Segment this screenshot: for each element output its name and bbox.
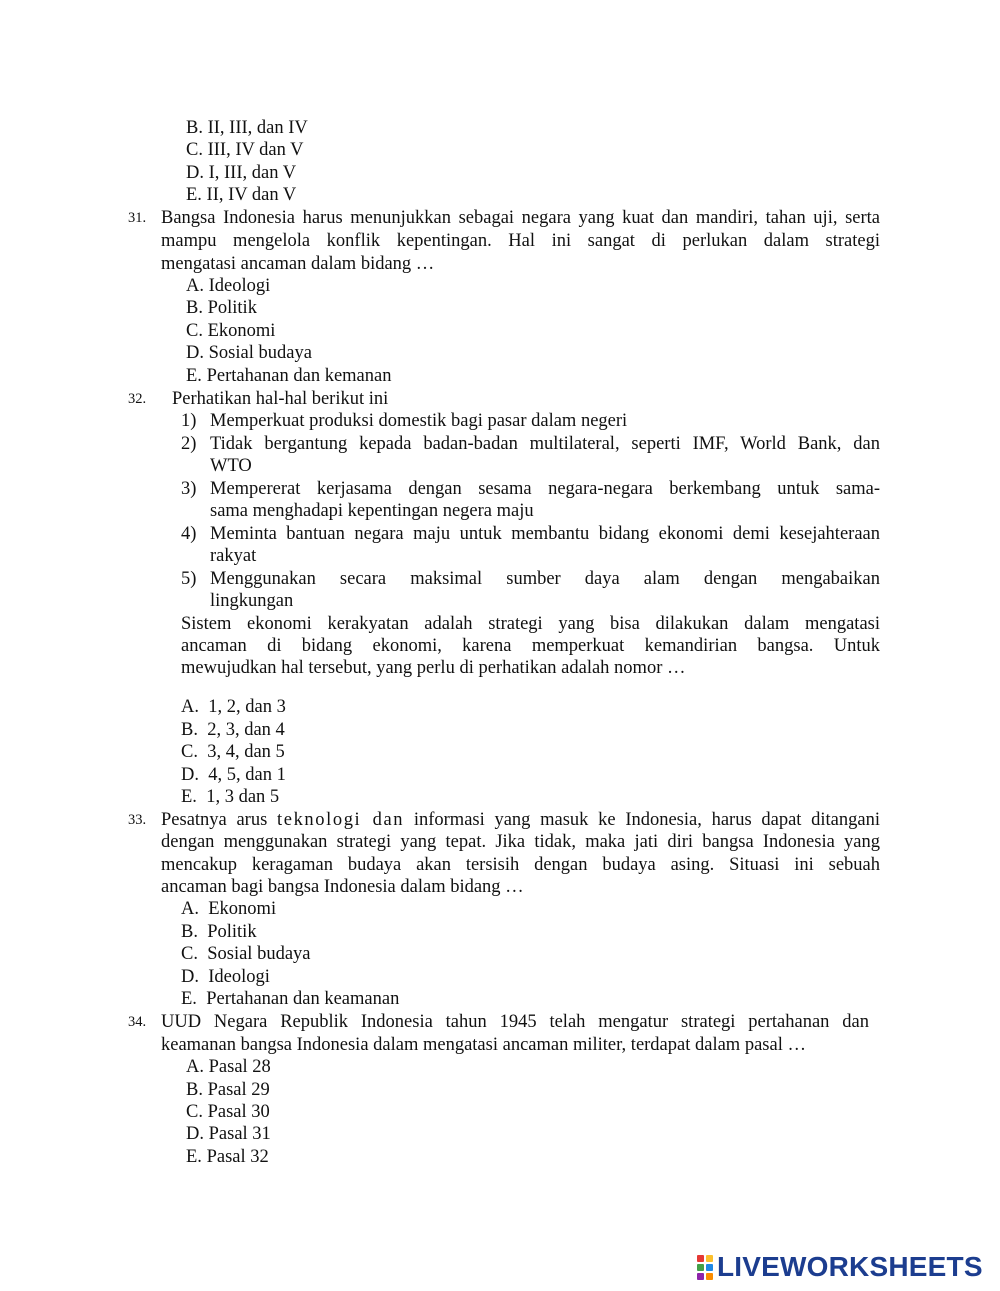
answer-option-e[interactable]: E. Pertahanan dan keamanan (181, 989, 400, 1009)
answer-option-b[interactable]: B. 2, 3, dan 4 (181, 720, 285, 740)
question-text: mampu mengelola konflik kepentingan. Hal ini sangat di perlukan dalam strategi (161, 231, 880, 251)
question-text: keamanan bangsa Indonesia dalam mengatasi ancaman militer, terdapat dalam pasal … (161, 1035, 806, 1055)
question-text: ancaman bagi bangsa Indonesia dalam bidang … (161, 877, 524, 897)
answer-option-e[interactable]: E. 1, 3 dan 5 (181, 787, 280, 807)
answer-option-b[interactable]: B. Pasal 29 (186, 1080, 270, 1100)
question-paragraph: mewujudkan hal tersebut, yang perlu di perhatikan adalah nomor … (181, 658, 686, 678)
answer-option-d[interactable]: D. Sosial budaya (186, 343, 312, 363)
question-number: 31. (128, 210, 147, 226)
logo-square (706, 1255, 713, 1262)
list-item: Menggunakan secara maksimal sumber daya alam dengan mengabaikan (210, 569, 880, 589)
prev-option-e: E. II, IV dan V (186, 185, 297, 205)
answer-option-b[interactable]: B. Politik (186, 298, 257, 318)
list-item: rakyat (210, 546, 257, 566)
question-text: Pesatnya arus teknologi dan informasi yang masuk ke Indonesia, harus dapat ditangani (161, 810, 880, 830)
answer-option-c[interactable]: C. Ekonomi (186, 321, 276, 341)
list-item-number: 2) (181, 434, 197, 454)
liveworksheets-logo (697, 1252, 983, 1282)
answer-option-d[interactable]: D. Ideologi (181, 967, 270, 987)
question-paragraph: ancaman di bidang ekonomi, karena memperkuat kemandirian bangsa. Untuk (181, 636, 880, 656)
question-paragraph: Sistem ekonomi kerakyatan adalah strategi yang bisa dilakukan dalam mengatasi (181, 614, 880, 634)
list-item-number: 5) (181, 569, 197, 589)
question-text: dengan menggunakan strategi yang tepat. Jika tidak, maka jati diri bangsa Indonesia yang (161, 832, 880, 852)
logo-text: LIVEWORKSHEETS (717, 1251, 983, 1282)
list-item: Meminta bantuan negara maju untuk membantu bidang ekonomi demi kesejahteraan (210, 524, 880, 544)
spaced-text: teknologi dan (277, 810, 405, 830)
question-text: Bangsa Indonesia harus menunjukkan sebagai negara yang kuat dan mandiri, tahan uji, serta (161, 208, 880, 228)
answer-option-a[interactable]: A. 1, 2, dan 3 (181, 697, 286, 717)
question-text: mencakup keragaman budaya akan tersisih dengan budaya asing. Situasi ini sebuah (161, 855, 880, 875)
list-item-number: 1) (181, 411, 197, 431)
logo-mark-icon (697, 1255, 713, 1280)
list-item-number: 3) (181, 479, 197, 499)
question-text: Perhatikan hal-hal berikut ini (172, 389, 389, 409)
prev-option-d: D. I, III, dan V (186, 163, 297, 183)
answer-option-e[interactable]: E. Pasal 32 (186, 1147, 269, 1167)
question-text: mengatasi ancaman dalam bidang … (161, 254, 435, 274)
logo-square (706, 1273, 713, 1280)
list-item: WTO (210, 456, 252, 476)
list-item: sama menghadapi kepentingan negera maju (210, 501, 534, 521)
answer-option-b[interactable]: B. Politik (181, 922, 257, 942)
logo-square (697, 1255, 704, 1262)
question-number: 32. (128, 391, 147, 407)
logo-square (697, 1273, 704, 1280)
answer-option-d[interactable]: D. 4, 5, dan 1 (181, 765, 286, 785)
answer-option-a[interactable]: A. Pasal 28 (186, 1057, 271, 1077)
list-item: Memperkuat produksi domestik bagi pasar dalam negeri (210, 411, 628, 431)
list-item: lingkungan (210, 591, 294, 611)
answer-option-c[interactable]: C. Sosial budaya (181, 944, 311, 964)
answer-option-e[interactable]: E. Pertahanan dan kemanan (186, 366, 392, 386)
list-item: Mempererat kerjasama dengan sesama negara-negara berkembang untuk sama- (210, 479, 880, 499)
question-number: 33. (128, 812, 147, 828)
answer-option-a[interactable]: A. Ekonomi (181, 899, 277, 919)
answer-option-d[interactable]: D. Pasal 31 (186, 1124, 271, 1144)
list-item-number: 4) (181, 524, 197, 544)
question-number: 34. (128, 1014, 147, 1030)
prev-option-b: B. II, III, dan IV (186, 118, 308, 138)
logo-square (697, 1264, 704, 1271)
logo-square (706, 1264, 713, 1271)
answer-option-c[interactable]: C. 3, 4, dan 5 (181, 742, 285, 762)
prev-option-c: C. III, IV dan V (186, 140, 304, 160)
question-text: UUD Negara Republik Indonesia tahun 1945 telah mengatur strategi pertahanan dan (161, 1012, 869, 1032)
list-item: Tidak bergantung kepada badan-badan multilateral, seperti IMF, World Bank, dan (210, 434, 880, 454)
answer-option-c[interactable]: C. Pasal 30 (186, 1102, 270, 1122)
answer-option-a[interactable]: A. Ideologi (186, 276, 271, 296)
